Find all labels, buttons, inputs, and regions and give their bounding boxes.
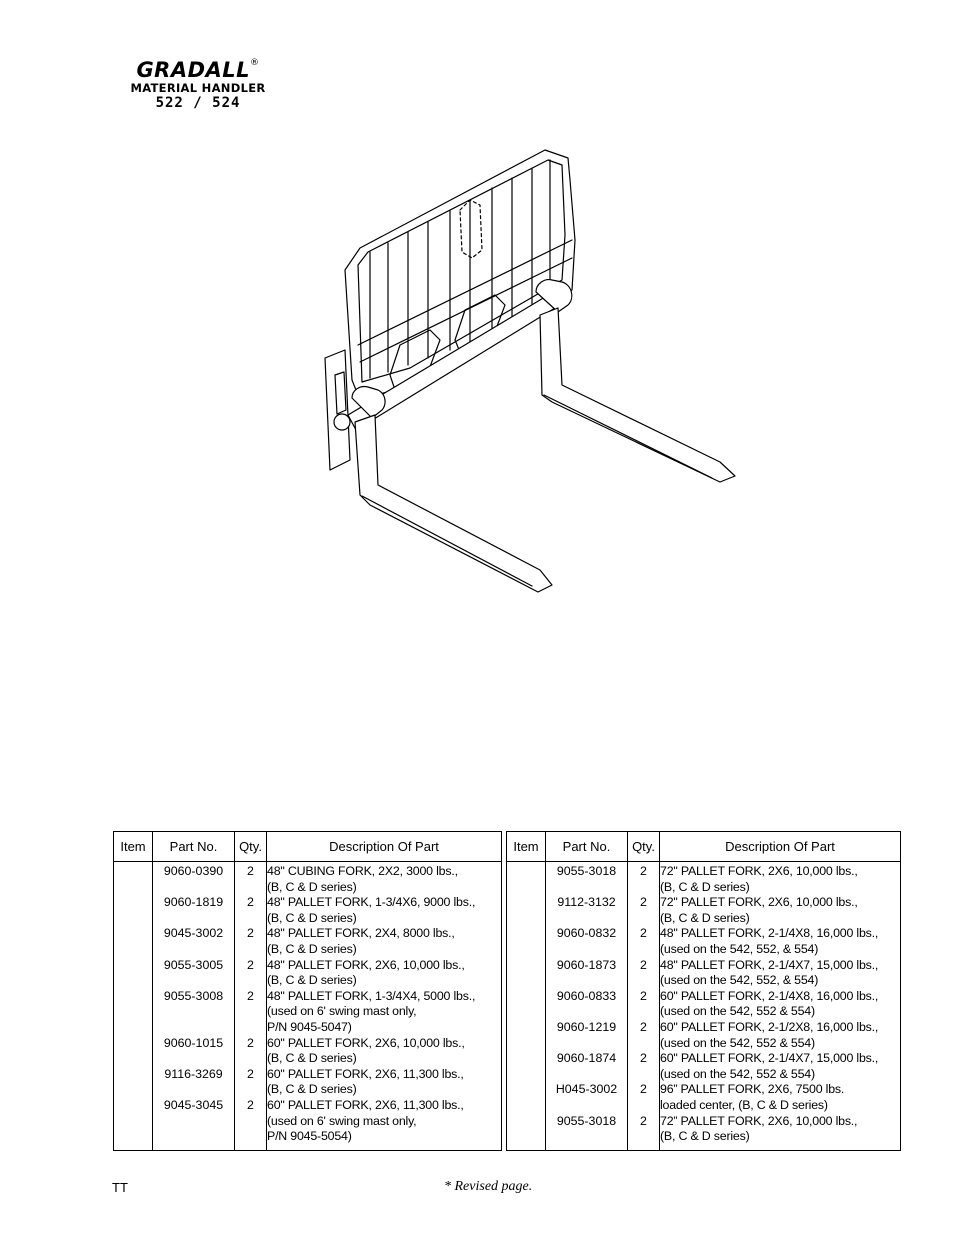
qty-column — [628, 862, 660, 1151]
row-spacer — [153, 880, 234, 896]
part-number: 9116-3269 — [164, 1066, 223, 1081]
part-number: 9060-1873 — [556, 957, 617, 972]
part-description-line: (used on the 542, 552, & 554) — [660, 973, 819, 988]
row-spacer — [628, 1004, 659, 1020]
gradall-logo — [118, 58, 278, 111]
part-description-line: 48" PALLET FORK, 1-3/4X4, 5000 lbs., — [267, 988, 476, 1003]
part-quantity: 2 — [640, 1082, 647, 1097]
part-description-line: 72" PALLET FORK, 2X6, 10,000 lbs., — [660, 895, 858, 910]
part-number: 9112-3132 — [557, 895, 616, 910]
part-number: 9045-3002 — [163, 926, 224, 941]
part-description-line: 96” PALLET FORK, 2X6, 7500 lbs. — [660, 1082, 845, 1097]
part-description-line: 48" PALLET FORK, 2X4, 8000 lbs., — [267, 926, 455, 941]
row-spacer — [235, 1129, 266, 1145]
part-description-line: (B, C & D series) — [267, 910, 357, 925]
part-quantity: 2 — [247, 895, 254, 910]
row-spacer — [628, 911, 659, 927]
description-column — [267, 862, 502, 1151]
part-quantity: 2 — [247, 957, 254, 972]
part-description-line: (used on the 542, 552 & 554) — [660, 1004, 815, 1019]
row-spacer — [235, 911, 266, 927]
row-spacer — [546, 942, 627, 958]
part-number: 9060-1219 — [556, 1019, 617, 1034]
description-column — [660, 862, 901, 1151]
part-quantity: 2 — [640, 895, 647, 910]
part-description-line: (used on the 542, 552, & 554) — [660, 941, 819, 956]
part-number: 9060-1015 — [163, 1035, 224, 1050]
part-description-line: (B, C & D series) — [267, 1051, 357, 1066]
logo-model: 522 / 524 — [155, 95, 241, 111]
part-quantity: 2 — [640, 864, 647, 878]
part-number: 9055-3018 — [556, 864, 617, 878]
part-number: H045-3002 — [555, 1082, 618, 1097]
row-spacer — [628, 1098, 659, 1114]
header-item: Item — [507, 832, 546, 862]
part-description-line: 60" PALLET FORK, 2-1/4X8, 16,000 lbs., — [660, 988, 879, 1003]
row-spacer — [235, 1114, 266, 1130]
part-description-line: (used on the 542, 552 & 554) — [660, 1035, 815, 1050]
part-number: 9060-0833 — [556, 988, 617, 1003]
row-spacer — [628, 880, 659, 896]
logo-brand — [118, 58, 278, 82]
row-spacer — [546, 973, 627, 989]
part-description-line: (used on 6' swing mast only, — [267, 1113, 417, 1128]
part-quantity: 2 — [247, 864, 254, 878]
row-spacer — [235, 973, 266, 989]
part-no-column — [546, 862, 628, 1151]
part-description-line: (B, C & D series) — [660, 910, 750, 925]
part-quantity: 2 — [640, 926, 647, 941]
row-spacer — [628, 1036, 659, 1052]
logo-brand-text: GRADALL — [136, 58, 251, 82]
part-number: 9060-0832 — [556, 926, 617, 941]
part-description-line: 48" PALLET FORK, 2X6, 10,000 lbs., — [267, 957, 465, 972]
part-description-line: (used on the 542, 552 & 554) — [660, 1066, 815, 1081]
item-column — [507, 862, 546, 1151]
row-spacer — [546, 880, 627, 896]
pallet-fork-illustration — [300, 140, 760, 610]
row-spacer — [153, 1004, 234, 1020]
table-body-row — [507, 862, 901, 1151]
part-quantity: 2 — [247, 988, 254, 1003]
header-item: Item — [114, 832, 153, 862]
part-description-line: loaded center, (B, C & D series) — [660, 1097, 828, 1112]
row-spacer — [235, 942, 266, 958]
row-spacer — [628, 942, 659, 958]
row-spacer — [153, 942, 234, 958]
footer-code: TT — [112, 1180, 128, 1195]
header-qty: Qty. — [235, 832, 267, 862]
row-spacer — [546, 911, 627, 927]
part-description-line: 60" PALLET FORK, 2-1/4X7, 15,000 lbs., — [660, 1051, 879, 1066]
part-quantity: 2 — [640, 1113, 647, 1128]
part-description-line: (B, C & D series) — [267, 1082, 357, 1097]
row-spacer — [235, 1020, 266, 1036]
row-spacer — [153, 1114, 234, 1130]
registered-mark: ® — [250, 58, 260, 68]
part-description-line: (B, C & D series) — [267, 879, 357, 894]
table-header-row — [507, 832, 901, 862]
part-description-line: 48" CUBING FORK, 2X2, 3000 lbs., — [267, 864, 458, 878]
part-description-line: P/N 9045-5047) — [267, 1019, 352, 1034]
table-body-row — [114, 862, 502, 1151]
row-spacer — [153, 911, 234, 927]
part-number: 9060-1819 — [163, 895, 224, 910]
part-quantity: 2 — [247, 1066, 254, 1081]
part-description-line: 48" PALLET FORK, 1-3/4X6, 9000 lbs., — [267, 895, 476, 910]
part-quantity: 2 — [247, 1097, 254, 1112]
logo-subtitle: MATERIAL HANDLER — [130, 81, 266, 95]
part-description-line: 72" PALLET FORK, 2X6, 10,000 lbs., — [660, 864, 858, 878]
part-description-line: 60" PALLET FORK, 2X6, 11,300 lbs., — [267, 1097, 464, 1112]
part-description-line: (B, C & D series) — [660, 879, 750, 894]
qty-column — [235, 862, 267, 1151]
row-spacer — [628, 1129, 659, 1145]
part-number: 9055-3008 — [163, 988, 224, 1003]
header-part-no: Part No. — [153, 832, 235, 862]
part-number: 9060-1874 — [556, 1051, 617, 1066]
part-quantity: 2 — [640, 1019, 647, 1034]
part-description-line: 48" PALLET FORK, 2-1/4X8, 16,000 lbs., — [660, 926, 879, 941]
parts-table-right — [506, 831, 901, 1151]
header-description: Description Of Part — [660, 832, 901, 862]
left-fork — [355, 415, 552, 592]
row-spacer — [153, 1020, 234, 1036]
row-spacer — [235, 880, 266, 896]
right-fork — [540, 308, 735, 482]
row-spacer — [546, 1004, 627, 1020]
part-description-line: 60" PALLET FORK, 2-1/2X8, 16,000 lbs., — [660, 1019, 879, 1034]
row-spacer — [153, 973, 234, 989]
header-description: Description Of Part — [267, 832, 502, 862]
row-spacer — [546, 1129, 627, 1145]
part-quantity: 2 — [640, 1051, 647, 1066]
part-description-line: 60" PALLET FORK, 2X6, 10,000 lbs., — [267, 1035, 465, 1050]
parts-table-left — [113, 831, 502, 1151]
part-description-line: P/N 9045-5054) — [267, 1129, 352, 1144]
row-spacer — [546, 1067, 627, 1083]
part-no-column — [153, 862, 235, 1151]
part-number: 9060-0390 — [163, 864, 224, 878]
part-description-line: 72” PALLET FORK, 2X6, 10,000 lbs., — [660, 1113, 858, 1128]
part-description-line: (B, C & D series) — [267, 973, 357, 988]
part-description-line: (B, C & D series) — [660, 1129, 750, 1144]
part-number: 9055-3018 — [556, 1113, 617, 1128]
footer-revised-note: * Revised page. — [444, 1179, 533, 1194]
part-quantity: 2 — [640, 988, 647, 1003]
item-column — [114, 862, 153, 1151]
part-number: 9055-3005 — [163, 957, 224, 972]
part-quantity: 2 — [640, 957, 647, 972]
part-description-line: 48" PALLET FORK, 2-1/4X7, 15,000 lbs., — [660, 957, 879, 972]
row-spacer — [153, 1082, 234, 1098]
part-description-line: 60" PALLET FORK, 2X6, 11,300 lbs., — [267, 1066, 464, 1081]
part-quantity: 2 — [247, 1035, 254, 1050]
header-part-no: Part No. — [546, 832, 628, 862]
row-spacer — [235, 1082, 266, 1098]
part-description-line: (used on 6' swing mast only, — [267, 1004, 417, 1019]
part-number: 9045-3045 — [163, 1097, 224, 1112]
row-spacer — [235, 1004, 266, 1020]
row-spacer — [235, 1051, 266, 1067]
table-header-row — [114, 832, 502, 862]
part-description-line: (B, C & D series) — [267, 941, 357, 956]
row-spacer — [546, 1098, 627, 1114]
row-spacer — [153, 1129, 234, 1145]
row-spacer — [628, 1067, 659, 1083]
part-quantity: 2 — [247, 926, 254, 941]
header-qty: Qty. — [628, 832, 660, 862]
row-spacer — [546, 1036, 627, 1052]
row-spacer — [628, 973, 659, 989]
row-spacer — [153, 1051, 234, 1067]
